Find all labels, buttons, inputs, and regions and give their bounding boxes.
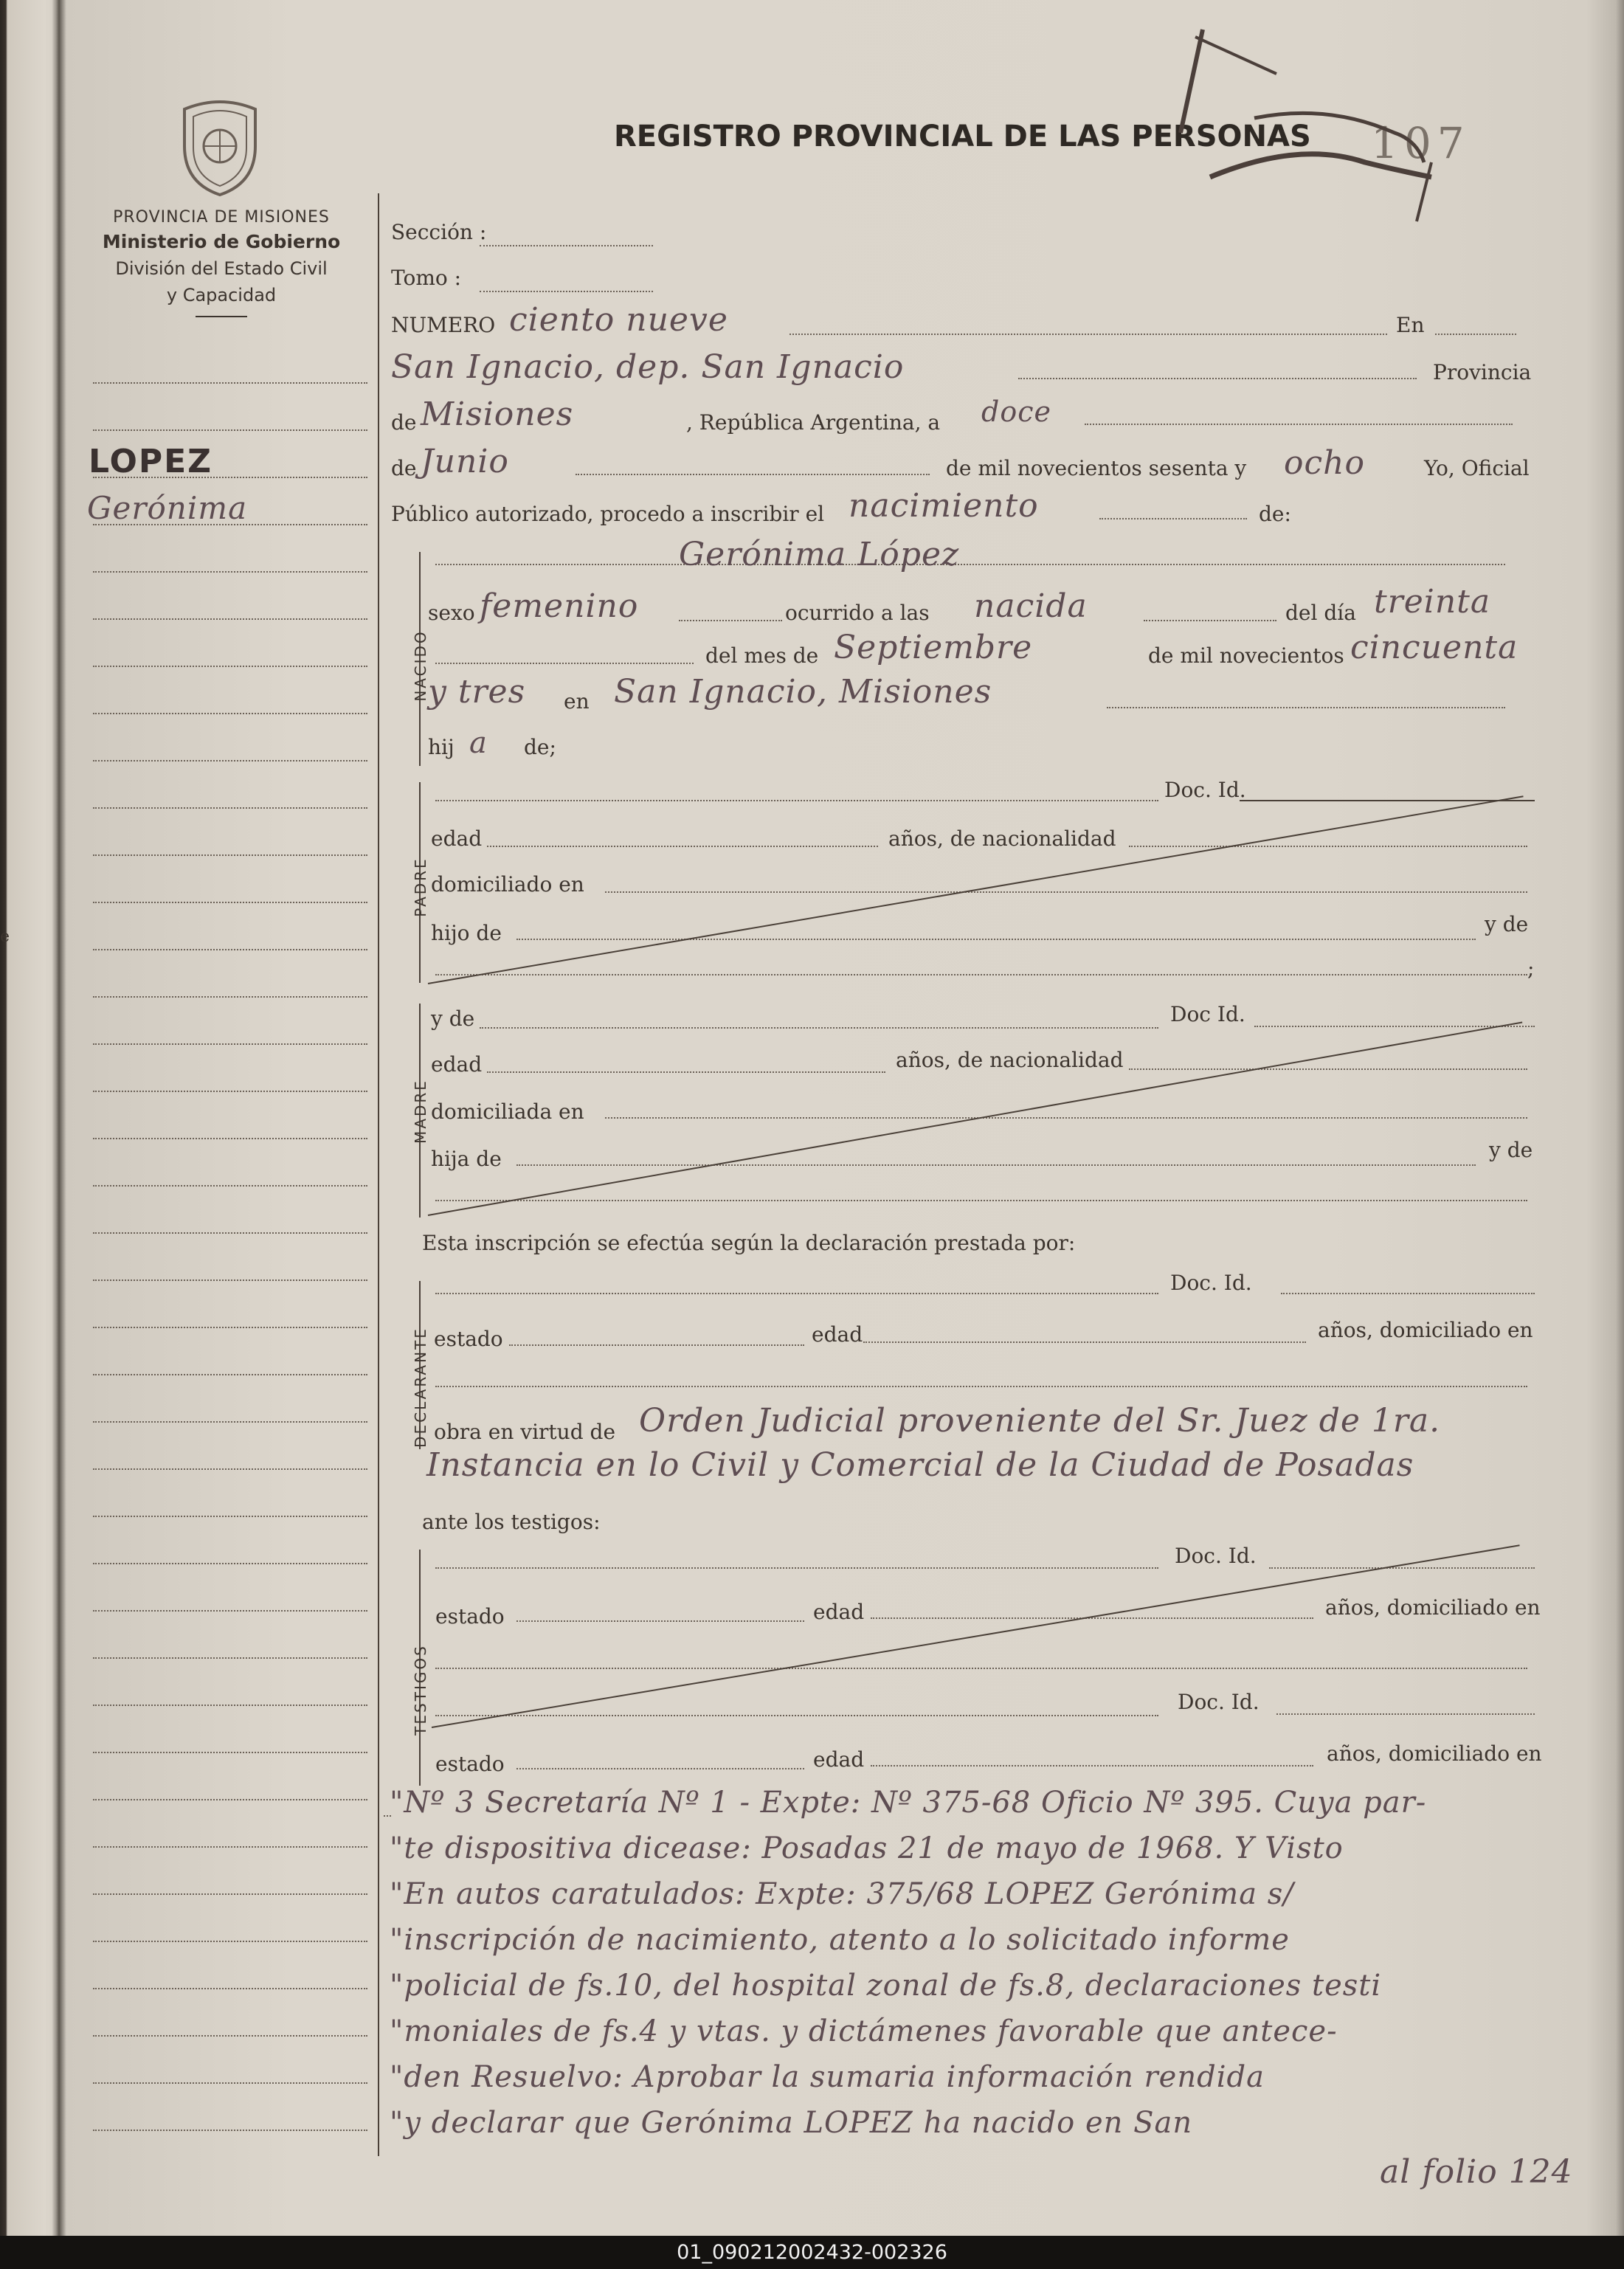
madre-hija-line xyxy=(516,1164,1476,1166)
margin-line xyxy=(93,807,367,809)
en-label: En xyxy=(1396,313,1425,337)
sexo-label: sexo xyxy=(428,601,475,625)
note-line: "moniales de fs.4 y vtas. y dictámenes favorable que antece- xyxy=(390,2014,1338,2048)
birth-place-value: San Ignacio, Misiones xyxy=(614,673,992,711)
madre-edad-label: edad xyxy=(431,1052,483,1077)
testigo1-domicilio-label: años, domiciliado en xyxy=(1325,1595,1541,1620)
madre-domicilio-label: domiciliada en xyxy=(431,1099,584,1124)
tomo-label: Tomo : xyxy=(391,266,462,290)
note-line: "policial de fs.10, del hospital zonal de fs.8, declaraciones testi xyxy=(390,1969,1382,2003)
seccion-line xyxy=(480,245,653,246)
year-value: ocho xyxy=(1284,444,1365,482)
republica-label: , República Argentina, a xyxy=(686,410,941,435)
day-line xyxy=(1085,424,1513,425)
note-line: "den Resuelvo: Aprobar la sumaria información rendida xyxy=(390,2060,1265,2094)
place-line xyxy=(1018,378,1417,379)
nacido-name-line xyxy=(435,564,1505,565)
en-line xyxy=(1435,334,1516,335)
province-value: Misiones xyxy=(421,396,574,433)
declarante-domicilio-line xyxy=(435,1386,1527,1387)
act-value: nacimiento xyxy=(849,487,1039,525)
sexo-value: femenino xyxy=(480,587,639,625)
margin-line xyxy=(93,1421,367,1423)
margin-line xyxy=(93,2130,367,2131)
madre-y-de-end-label: y de xyxy=(1489,1138,1533,1162)
place-value: San Ignacio, dep. San Ignacio xyxy=(391,348,905,386)
margin-line xyxy=(93,1516,367,1517)
margin-surname: LOPEZ xyxy=(89,443,213,480)
obra-label: obra en virtud de xyxy=(434,1420,616,1444)
month-value: Junio xyxy=(421,443,509,480)
margin-line xyxy=(93,1657,367,1659)
padre-section-label: PADRE xyxy=(412,857,429,917)
margin-line xyxy=(93,1893,367,1895)
form-left-border xyxy=(378,193,379,2156)
declarante-domicilio-label: años, domiciliado en xyxy=(1318,1318,1533,1342)
padre-strike-line xyxy=(428,795,1524,984)
nacido-name-value: Gerónima López xyxy=(679,536,960,573)
padre-semicolon: ; xyxy=(1527,956,1535,981)
testigo1-name-line xyxy=(435,1567,1158,1569)
margin-line xyxy=(93,1705,367,1706)
testigo2-doc-line xyxy=(1276,1713,1535,1715)
margin-line xyxy=(93,666,367,667)
margin-line xyxy=(93,949,367,950)
margin-line xyxy=(93,1279,367,1281)
margin-line xyxy=(93,2082,367,2084)
page-title: REGISTRO PROVINCIAL DE LAS PERSONAS xyxy=(614,120,1311,153)
declarante-doc-line xyxy=(1281,1293,1535,1294)
signature-stamp xyxy=(1151,22,1476,236)
madre-domicilio-line xyxy=(605,1117,1527,1119)
month-line xyxy=(576,474,930,475)
mil-novecientos-label: de mil novecientos xyxy=(1148,643,1344,668)
padre-nacionalidad-line xyxy=(1129,846,1527,847)
testigo1-edad-label: edad xyxy=(813,1600,865,1624)
margin-line xyxy=(93,1799,367,1800)
al-folio-note: al folio 124 xyxy=(1380,2153,1573,2191)
numero-line xyxy=(789,334,1387,335)
madre-last-line xyxy=(435,1200,1527,1201)
day-value: doce xyxy=(981,396,1051,428)
page-number: 107 xyxy=(1371,118,1471,168)
margin-line xyxy=(93,1327,367,1328)
margin-given-name: Gerónima xyxy=(87,490,248,526)
testigo1-estado-label: estado xyxy=(435,1604,505,1629)
testigo2-name-line xyxy=(435,1715,1158,1716)
margin-line xyxy=(93,1374,367,1375)
margin-line xyxy=(93,713,367,714)
image-id-label: 01_090212002432-002326 xyxy=(677,2241,947,2264)
mes-pre-line xyxy=(435,663,694,664)
de-colon-label: de: xyxy=(1259,502,1291,526)
padre-edad-line xyxy=(487,846,878,847)
del-dia-label: del día xyxy=(1285,601,1356,625)
testigo2-edad-label: edad xyxy=(813,1747,865,1772)
hij-de-label: de; xyxy=(524,735,556,759)
padre-edad-label: edad xyxy=(431,826,483,851)
margin-line xyxy=(93,1846,367,1848)
declarante-edad-line xyxy=(863,1341,1306,1343)
seccion-label: Sección : xyxy=(391,220,487,244)
madre-section-label: MADRE xyxy=(412,1079,429,1144)
padre-doc-label: Doc. Id. xyxy=(1164,778,1246,802)
nacido-section-label: NACIDO xyxy=(412,629,429,702)
birth-place-line xyxy=(1107,707,1505,708)
margin-line xyxy=(93,760,367,761)
margin-line xyxy=(93,1091,367,1092)
margin-line xyxy=(93,1941,367,1942)
margin-line xyxy=(93,571,367,573)
margin-line xyxy=(93,429,367,431)
agency-line3: División del Estado Civil xyxy=(115,258,328,279)
testigo1-edad-line xyxy=(871,1617,1313,1619)
birth-year-value-2: y tres xyxy=(428,673,526,711)
margin-line xyxy=(93,902,367,903)
declarante-doc-label: Doc. Id. xyxy=(1170,1271,1252,1295)
birth-year-value-1: cincuenta xyxy=(1350,629,1518,666)
padre-nacionalidad-label: años, de nacionalidad xyxy=(888,826,1116,851)
mes-label: del mes de xyxy=(705,643,819,668)
hour-line xyxy=(1144,620,1276,621)
declarante-estado-label: estado xyxy=(434,1327,503,1351)
margin-line xyxy=(93,1468,367,1470)
margin-line xyxy=(93,1185,367,1187)
act-line xyxy=(1099,518,1247,519)
margin-line xyxy=(93,382,367,384)
testigo2-domicilio-label: años, domiciliado en xyxy=(1327,1741,1542,1766)
madre-nacionalidad-line xyxy=(1129,1068,1527,1070)
ocurrido-label: ocurrido a las xyxy=(785,601,930,625)
note-line: "En autos caratulados: Expte: 375/68 LOPEZ Gerónima s/ xyxy=(390,1877,1294,1911)
sexo-line xyxy=(679,620,782,621)
testigo1-doc-line xyxy=(1269,1567,1535,1569)
hij-label: hij xyxy=(428,735,455,759)
testigos-section-label: TESTIGOS xyxy=(412,1644,429,1736)
margin-line xyxy=(93,1138,367,1139)
hij-suffix: a xyxy=(469,726,488,760)
obra-value-1: Orden Judicial proveniente del Sr. Juez de 1ra. xyxy=(639,1402,1441,1440)
nacido-en-label: en xyxy=(564,689,590,714)
padre-last-line xyxy=(435,974,1527,975)
de-label-2: de xyxy=(391,456,417,480)
testigo1-domicilio-line xyxy=(435,1668,1527,1669)
margin-line xyxy=(93,1043,367,1045)
margin-line xyxy=(93,1988,367,1989)
madre-doc-label: Doc Id. xyxy=(1170,1002,1245,1026)
testigos-intro: ante los testigos: xyxy=(422,1510,601,1534)
padre-domicilio-label: domiciliado en xyxy=(431,872,584,897)
agency-line4: y Capacidad xyxy=(166,285,277,305)
adjacent-page-fragment: e xyxy=(0,928,10,946)
declarante-edad-label: edad xyxy=(812,1322,863,1347)
margin-line xyxy=(93,1610,367,1612)
mil-label: de mil novecientos sesenta y xyxy=(946,456,1247,480)
birth-month-value: Septiembre xyxy=(834,629,1033,666)
agency-line1: PROVINCIA DE MISIONES xyxy=(113,208,330,227)
padre-name-line xyxy=(435,800,1158,801)
madre-edad-line xyxy=(487,1071,885,1073)
padre-hijo-line xyxy=(516,939,1476,940)
declarante-estado-line xyxy=(509,1344,804,1346)
madre-nacionalidad-label: años, de nacionalidad xyxy=(896,1048,1124,1072)
padre-domicilio-line xyxy=(605,891,1527,893)
margin-line xyxy=(93,618,367,620)
numero-label: NUMERO xyxy=(391,313,496,337)
image-id-strip xyxy=(0,2236,1624,2269)
note-line: "Nº 3 Secretaría Nº 1 - Expte: Nº 375-68 Oficio Nº 395. Cuya par- xyxy=(390,1786,1427,1820)
note-line: "inscripción de nacimiento, atento a lo solicitado informe xyxy=(390,1923,1290,1957)
margin-line xyxy=(93,2035,367,2037)
declaracion-label: Esta inscripción se efectúa según la declaración prestada por: xyxy=(422,1231,1076,1255)
seal xyxy=(171,94,269,198)
notes-start-mark xyxy=(384,1815,391,1817)
testigo2-doc-label: Doc. Id. xyxy=(1178,1690,1260,1714)
agency-line2: Ministerio de Gobierno xyxy=(102,231,341,252)
oficial-label: Yo, Oficial xyxy=(1424,456,1530,480)
agency-divider xyxy=(196,316,247,317)
de-label: de xyxy=(391,410,417,435)
birth-day-value: treinta xyxy=(1374,583,1491,621)
margin-line xyxy=(93,1232,367,1234)
declarante-name-line xyxy=(435,1293,1158,1294)
obra-value-2: Instancia en lo Civil y Comercial de la Ciudad de Posadas xyxy=(426,1446,1414,1484)
declarante-section-label: DECLARANTE xyxy=(412,1327,429,1448)
publico-label: Público autorizado, procedo a inscribir el xyxy=(391,502,825,526)
padre-hijo-label: hijo de xyxy=(431,921,502,945)
padre-y-de-label: y de xyxy=(1485,912,1529,936)
testigo2-estado-label: estado xyxy=(435,1752,505,1776)
tomo-line xyxy=(480,291,653,292)
note-line: "te dispositiva dicease: Posadas 21 de mayo de 1968. Y Visto xyxy=(390,1831,1344,1865)
madre-y-de-label: y de xyxy=(431,1006,475,1031)
margin-line xyxy=(93,1563,367,1564)
hour-value: nacida xyxy=(974,587,1088,625)
margin-line xyxy=(93,854,367,856)
madre-hija-label: hija de xyxy=(431,1147,502,1171)
testigo2-estado-line xyxy=(516,1768,804,1769)
testigo2-edad-line xyxy=(871,1765,1313,1766)
numero-value: ciento nueve xyxy=(509,301,728,339)
margin-line xyxy=(93,1752,367,1753)
testigo1-doc-label: Doc. Id. xyxy=(1175,1544,1257,1568)
testigos-strike-line xyxy=(432,1544,1520,1728)
madre-name-line xyxy=(480,1027,1158,1029)
provincia-label: Provincia xyxy=(1433,360,1532,384)
margin-line xyxy=(93,996,367,998)
testigo1-estado-line xyxy=(516,1620,804,1622)
note-line: "y declarar que Gerónima LOPEZ ha nacido en San xyxy=(390,2106,1193,2140)
